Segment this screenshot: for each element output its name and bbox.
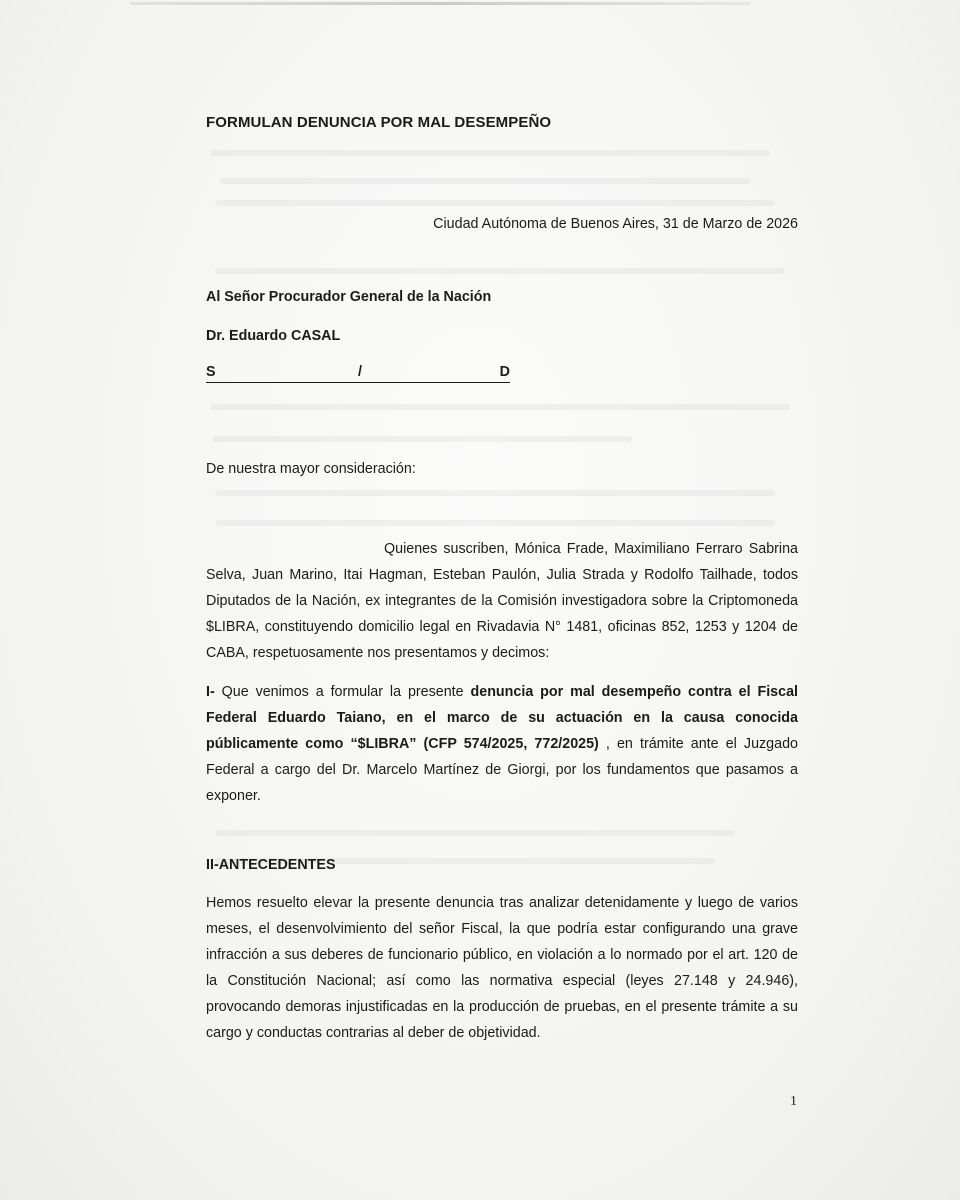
show-through-artifact [215, 830, 735, 836]
document-title: FORMULAN DENUNCIA POR MAL DESEMPEÑO [206, 114, 552, 131]
section-heading-antecedentes: II-ANTECEDENTES [206, 857, 336, 873]
paragraph-signatories: Quienes suscriben, Mónica Frade, Maximiliano Ferraro Sabrina Selva, Juan Marino, Itai Hagman, Esteban Paulón, Julia Strada y Rodolfo Tailhade, todos Diputados de la Nación, ex integrantes de la Comisión investigadora sobre la Criptomoneda $LIBRA, constituyendo domicilio legal en Rivadavia N° 1481, oficinas 852, 1253 y 1204 de CABA, respetuosamente nos presentamos y decimos: [206, 541, 798, 661]
scan-edge-artifact [130, 2, 750, 5]
complaint-text-a: Que venimos a formular la presente [214, 684, 471, 700]
show-through-artifact [210, 150, 770, 156]
sd-d: D [499, 364, 510, 380]
dateline: Ciudad Autónoma de Buenos Aires, 31 de Marzo de 2026 [433, 216, 798, 232]
show-through-artifact [215, 520, 775, 526]
complaint-bold-text: denuncia por mal desempeño contra el Fiscal Federal Eduardo Taiano, en el marco de su actuación en la causa conocida públicamente como “$LIBRA” (CFP 574/2025, 772/2025) [206, 684, 798, 752]
sd-slash: / [358, 364, 362, 380]
show-through-artifact [215, 200, 775, 206]
sd-s: S [206, 364, 216, 380]
section-number: I- [206, 684, 215, 700]
recipient-name: Dr. Eduardo CASAL [206, 328, 341, 344]
paragraph-antecedentes: Hemos resuelto elevar la presente denuncia tras analizar detenidamente y luego de varios meses, el desenvolvimiento del señor Fiscal, la que podría estar configurando una grave infracción a sus deberes de funcionario público, en violación a lo normado por el art. 120 de la Constitución Nacional; así como las normativa especial (leyes 27.148 y 24.946), provocando demoras injustificadas en la producción de pruebas, en el presente trámite a su cargo y conductas contrarias al deber de objetividad. [206, 895, 798, 1041]
show-through-artifact [215, 490, 775, 496]
show-through-artifact [210, 404, 790, 410]
recipient-title: Al Señor Procurador General de la Nación [206, 289, 492, 305]
page-number: 1 [790, 1094, 797, 1109]
complaint-text-b: , en trámite ante el Juzgado Federal a cargo del Dr. Marcelo Martínez de Giorgi, por los fundamentos que pasamos a exponer. [206, 736, 798, 804]
show-through-artifact [215, 268, 785, 274]
paragraph-complaint [206, 679, 798, 809]
show-through-artifact [212, 436, 632, 442]
show-through-artifact [220, 178, 750, 184]
salutation: De nuestra mayor consideración: [206, 461, 416, 477]
su-despacho-line [206, 364, 510, 383]
